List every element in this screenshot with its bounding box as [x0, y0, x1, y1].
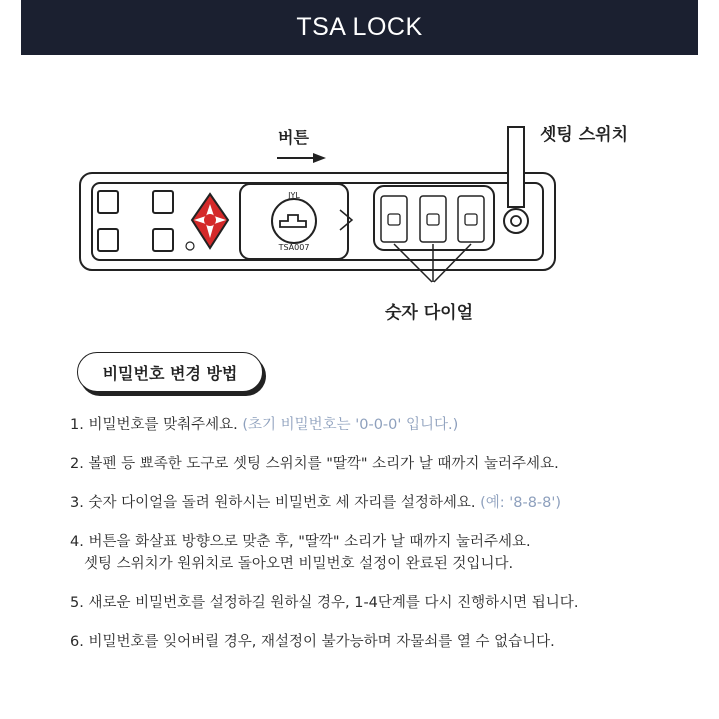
- section-title-text: 비밀번호 변경 방법: [102, 363, 238, 383]
- step-6-text: 6. 비밀번호를 잊어버릴 경우, 재설정이 불가능하며 자물쇠를 열 수 없습니다.: [70, 634, 555, 650]
- tsa-lock-diagram: [0, 0, 719, 350]
- step-1-text: 1. 비밀번호를 맞춰주세요.: [70, 417, 238, 433]
- knob-text-bottom: TSA007: [278, 243, 310, 252]
- step-2-text: 2. 볼펜 등 뾰족한 도구로 셋팅 스위치를 "딸깍" 소리가 날 때까지 눌러주세요.: [70, 456, 559, 472]
- setting-switch-label: 셋팅 스위치: [540, 125, 629, 145]
- section-title: [77, 352, 263, 392]
- slot-buttons-left: [98, 191, 173, 251]
- step-3: [70, 492, 700, 514]
- steps-list: [70, 414, 700, 670]
- step-5: [70, 592, 700, 614]
- step-6: [70, 631, 700, 653]
- button-direction-arrow: [277, 153, 326, 163]
- setting-switch: [504, 127, 528, 233]
- key-cylinder: [240, 184, 352, 259]
- tsa-diamond-icon: [186, 194, 228, 250]
- knob-text-top: JYL: [288, 191, 300, 200]
- step-5-text: 5. 새로운 비밀번호를 설정하길 원하실 경우, 1-4단계를 다시 진행하시면 됩니다.: [70, 595, 579, 611]
- step-2: [70, 453, 700, 475]
- step-4-continuation: 셋팅 스위치가 원위치로 돌아오면 비밀번호 설정이 완료된 것입니다.: [84, 556, 514, 572]
- number-dials: [374, 186, 494, 250]
- step-1: [70, 414, 700, 436]
- button-label: 버튼: [278, 128, 309, 147]
- step-4: [70, 531, 700, 575]
- dial-label: 숫자 다이얼: [385, 303, 474, 323]
- step-3-text: 3. 숫자 다이얼을 돌려 원하시는 비밀번호 세 자리를 설정하세요.: [70, 495, 476, 511]
- step-1-note: (초기 비밀번호는 '0-0-0' 입니다.): [242, 417, 459, 433]
- header-title: TSA LOCK: [296, 13, 423, 41]
- step-3-note: (예: '8-8-8'): [480, 495, 562, 511]
- step-4-text: 4. 버튼을 화살표 방향으로 맞춘 후, "딸깍" 소리가 날 때까지 눌러주세요.: [70, 534, 531, 550]
